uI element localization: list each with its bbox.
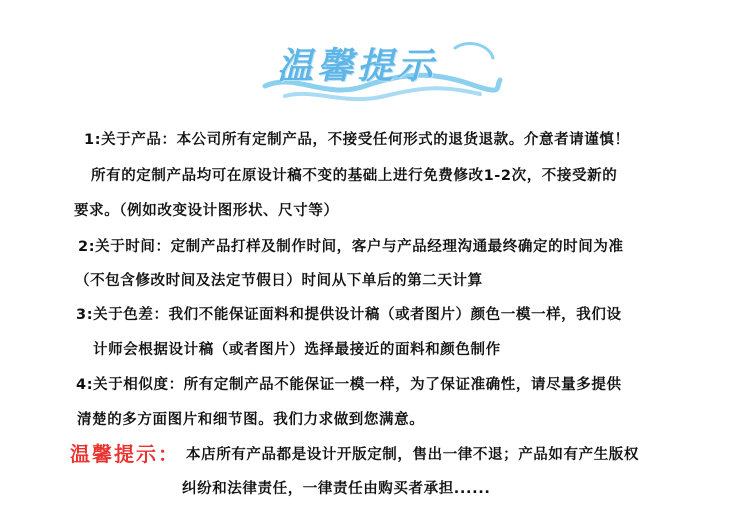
p1-line3: 要求。（例如改变设计图形状、尺寸等） (74, 203, 339, 219)
p2-line1: 2:关于时间：定制产品打样及制作时间，客户与产品经理沟通最终确定的时间为准 (78, 239, 624, 255)
page-title: 温馨提示 (277, 45, 438, 87)
notice-line1: 本店所有产品都是设计开版定制，售出一律不退；产品如有产生版权 (186, 447, 639, 463)
title-banner (255, 28, 505, 108)
p4-line2: 清楚的多方面图片和细节图。我们力求做到您满意。 (77, 412, 425, 428)
p4-line1: 4:关于相似度：所有定制产品不能保证一模一样，为了保证准确性，请尽量多提供 (76, 377, 622, 393)
p1-line2: 所有的定制产品均可在原设计稿不变的基础上进行免费修改1-2次，不接受新的 (91, 168, 618, 184)
p3-line2: 计师会根据设计稿（或者图片）选择最接近的面料和颜色制作 (93, 342, 501, 358)
p3-line1: 3:关于色差：我们不能保证面料和提供设计稿（或者图片）颜色一模一样，我们设 (76, 307, 622, 323)
notice-line2: 纠纷和法律责任，一律责任由购买者承担...... (182, 481, 491, 497)
p1-line1: 1:关于产品：本公司所有定制产品，不接受任何形式的退货退款。介意者请谨慎！ (84, 132, 630, 148)
p2-line2: （不包含修改时间及法定节假日）时间从下单后的第二天计算 (75, 273, 483, 289)
notice-label: 温馨提示： (70, 442, 180, 466)
